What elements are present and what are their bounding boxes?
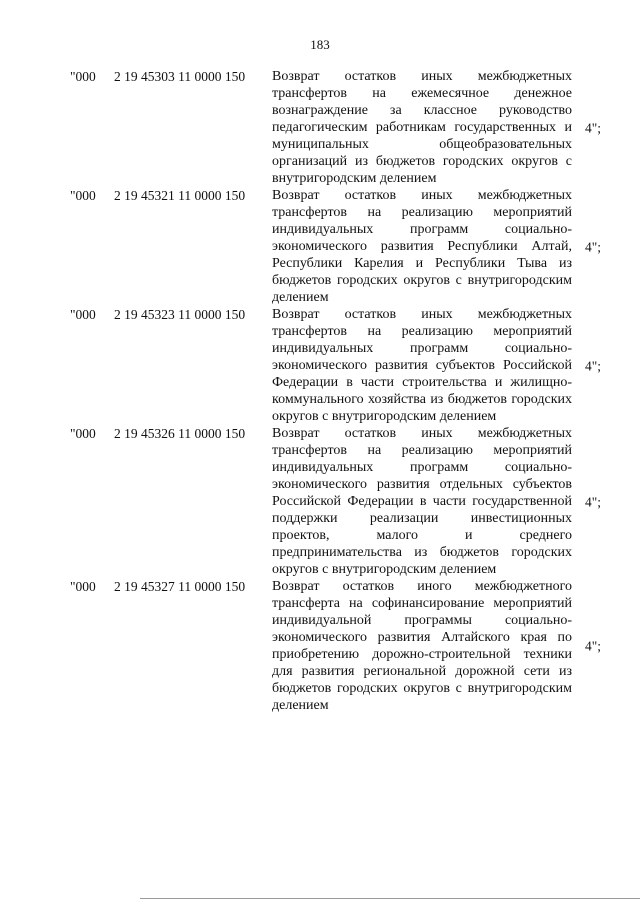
row-prefix: "000	[70, 307, 96, 322]
row-suffix: 4";	[585, 494, 602, 509]
row-description: Возврат остатков иных межбюджетных трансфертов на реализацию мероприятий индивидуальных программ социально-экономического развития субъектов Российской Федерации в части строительства и жилищно-коммунального хозяйства из бюджетов городских округов с внутригородским делением	[272, 307, 572, 424]
row-prefix: "000	[70, 188, 96, 203]
budget-code: 2 19 45321 11 0000 150	[114, 188, 246, 203]
table-row	[0, 306, 640, 425]
table-row	[0, 187, 640, 306]
row-prefix: "000	[70, 426, 96, 441]
row-suffix: 4";	[585, 358, 602, 373]
row-suffix: 4";	[585, 120, 602, 135]
scan-edge-line	[140, 898, 640, 899]
page-number: 183	[310, 37, 330, 52]
table-row	[0, 68, 640, 187]
budget-code: 2 19 45303 11 0000 150	[114, 69, 246, 84]
row-description: Возврат остатков иных межбюджетных трансфертов на реализацию мероприятий индивидуальных программ социально-экономического развития Республики Алтай, Республики Карелия и Республики Тыва из бюджетов городских округов с внутригородским делением	[272, 188, 572, 305]
row-prefix: "000	[70, 69, 96, 84]
row-description: Возврат остатков иных межбюджетных трансфертов на ежемесячное денежное вознаграждение за классное руководство педагогическим работникам государственных и муниципальных общеобразовательных организаций из бюджетов городских округов с внутригородским делением	[272, 69, 572, 186]
row-prefix: "000	[70, 579, 96, 594]
budget-code: 2 19 45323 11 0000 150	[114, 307, 246, 322]
row-suffix: 4";	[585, 638, 602, 654]
budget-code: 2 19 45326 11 0000 150	[114, 426, 246, 441]
row-description: Возврат остатков иных межбюджетных трансфертов на реализацию мероприятий индивидуальных программ социально-экономического развития отдельных субъектов Российской Федерации в части государственной поддержки реализации инвестиционных проектов, малого и среднего предпринимательства из бюджетов городских округов с внутригородским делением	[272, 426, 572, 577]
budget-code-table	[0, 68, 640, 714]
budget-code: 2 19 45327 11 0000 150	[114, 579, 246, 594]
row-suffix: 4";	[585, 239, 602, 254]
table-row	[0, 425, 640, 578]
row-description: Возврат остатков иного межбюджетного трансферта на софинансирование мероприятий индивидуальной программы социально-экономического развития Алтайского края по приобретению дорожно-строительной техники для развития региональной дорожной сети из бюджетов городских округов с внутригородским делением	[272, 579, 572, 713]
table-row	[0, 578, 640, 714]
